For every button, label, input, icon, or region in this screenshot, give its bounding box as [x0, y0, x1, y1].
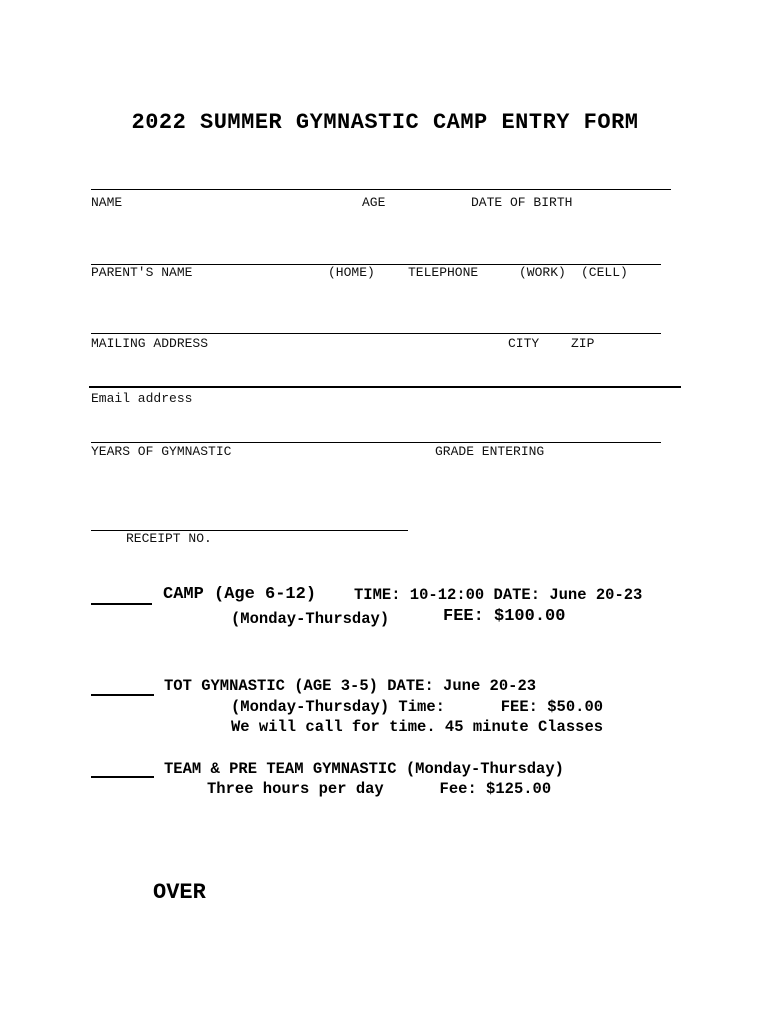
camp-time-date: TIME: 10-12:00 DATE: June 20-23: [354, 586, 643, 604]
years-gymnastic-label: YEARS OF GYMNASTIC: [91, 444, 232, 459]
team-line-2: Three hours per day Fee: $125.00: [207, 780, 552, 798]
work-label: (WORK): [519, 265, 566, 280]
dob-label: DATE OF BIRTH: [471, 195, 573, 210]
zip-label: ZIP: [571, 336, 595, 351]
tot-line-1: TOT GYMNASTIC (AGE 3-5) DATE: June 20-23: [164, 677, 537, 695]
address-line[interactable]: [91, 333, 661, 334]
camp-fee: FEE: $100.00: [443, 607, 566, 626]
team-checkbox-blank[interactable]: [91, 776, 154, 778]
age-label: AGE: [362, 195, 386, 210]
camp-days: (Monday-Thursday): [231, 610, 390, 628]
receipt-label: RECEIPT NO.: [126, 531, 212, 546]
camp-label: CAMP (Age 6-12): [163, 585, 317, 604]
tot-line-3: We will call for time. 45 minute Classes: [231, 718, 604, 736]
camp-checkbox-blank[interactable]: [91, 603, 152, 605]
city-label: CITY: [508, 336, 540, 351]
team-line-1: TEAM & PRE TEAM GYMNASTIC (Monday-Thursday): [164, 760, 564, 778]
email-label: Email address: [91, 391, 193, 406]
form-title: 2022 SUMMER GYMNASTIC CAMP ENTRY FORM: [131, 110, 639, 135]
telephone-label: TELEPHONE: [408, 265, 479, 280]
parent-name-label: PARENT'S NAME: [91, 265, 193, 280]
cell-label: (CELL): [581, 265, 628, 280]
email-line[interactable]: [89, 386, 681, 388]
over-label: OVER: [153, 880, 206, 905]
name-label: NAME: [91, 195, 123, 210]
home-label: (HOME): [328, 265, 375, 280]
grade-entering-label: GRADE ENTERING: [435, 444, 545, 459]
tot-line-2: (Monday-Thursday) Time: FEE: $50.00: [231, 698, 604, 716]
tot-checkbox-blank[interactable]: [91, 694, 154, 696]
years-grade-line[interactable]: [91, 442, 661, 443]
mailing-address-label: MAILING ADDRESS: [91, 336, 209, 351]
name-age-dob-line[interactable]: [91, 189, 671, 190]
